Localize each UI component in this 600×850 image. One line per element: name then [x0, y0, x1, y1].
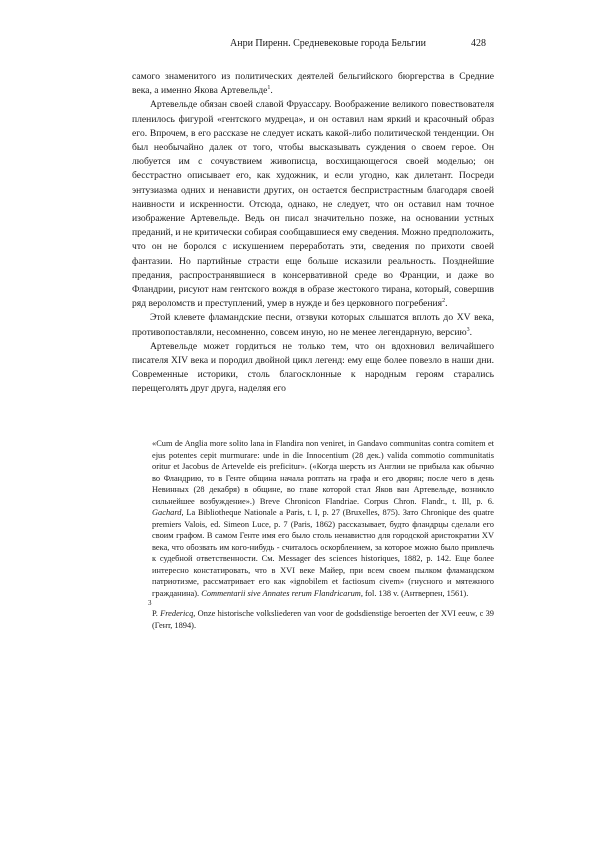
paragraph-2-text: Артевельде обязан своей славой Фруассару. Воображение великого повествователя пленилось фигурой «гентского мудреца», и он оставил нам яркий и красочный образ его. Впрочем, в его рассказе не следует искать какой-либо политической тенденции. Он был необычайно далек от того, чтобы высказывать суждения о своем герое. Он любуется им с сочувствием живописца, восхищающегося своей моделью; он бесстрастно описывает его, как художник, и если угодно, как дилетант. Посреди энтузиазма одних и ненависти других, он остается беспристрастным благодаря своей наивности и искренности. Отсюда, однако, не следует, что он оставил нам точное изображение Артевельде. Ведь он писал значительно позже, на основании устных преданий, и не критически собирая сообщавшиеся ему сведения. Можно предположить, что он не боролся с искушением переработать эти, сведения по прихоти своей фантазии. Но партийные страсти еще больше исказили реальность. Позднейшие предания, распространявшиеся в консервативной среде во Франции, и даже во Фландрии, рисуют нам гентского вождя в образе жестокого тирана, который, совершив ряд вероломств и преступлений, умер в нужде и без церковного погребения — [132, 99, 494, 310]
footnote-2-work-title: Commentarii sive Annates rerum Flandricarum — [201, 588, 361, 598]
paragraph-3-text: Этой клевете фламандские песни, отзвуки которых слышатся вплоть до XV века, противопоставляли, несомненно, совсем иную, но не менее легендарную, версию — [132, 312, 494, 338]
footnote-3-text: P. — [152, 609, 161, 618]
page-header — [132, 38, 494, 52]
paragraph-4: Артевельде может гордиться не только тем, что он вдохновил величайшего писателя XIV века и породил двойной цикл легенд: ему еще более повезло в наши дни. Современные историки, столь благосклонные к народным героям старались перещеголять друг друга, наделяя его — [132, 340, 494, 395]
paragraph-2 — [132, 98, 494, 311]
footnote-2 — [152, 438, 494, 599]
footnote-3-marker: 3 — [148, 599, 152, 607]
footnote-ref-2: 2 — [442, 298, 446, 305]
footnote-2-text: «Cum de Anglia more solito lana in Flandira non veniret, in Gandavo communitas contra comitem et ejus potentes cepit murmurare: unde in die Innocentium (28 дек.) valida commotio communitatis oritur et Jacobus de Artevelde eis preficitur». («Когда шерсть из Англии не прибыла как обычно во Фландрию, то в Генте община начала роптать на графа и его дворян; после чего в день Невинных (28 декабря) в общине, во главе которой стал Яков ван Артевельде, возникло сильнейшее возбуждение».) Breve Chronicon Flandriae. Corpus Chron. Flandr., t. Ill, p. 6. — [152, 439, 494, 506]
paragraph-1-end: . — [270, 85, 273, 97]
running-title: Анри Пиренн. Средневековые города Бельгии — [230, 38, 426, 49]
footnote-3 — [152, 608, 494, 631]
page-number: 428 — [471, 38, 486, 49]
footnote-ref-1: 1 — [267, 85, 271, 92]
paragraph-1 — [132, 70, 494, 98]
paragraph-2-end: . — [445, 298, 448, 310]
paragraph-3-end: . — [469, 326, 473, 338]
footnote-2-author: Gachard — [152, 508, 182, 517]
paragraph-1-text: самого знаменитого из политических деятелей бельгийского бюргерства в Средние века, а именно Якова Артевельде — [132, 71, 494, 97]
main-text — [132, 70, 494, 397]
paragraph-3 — [132, 311, 494, 339]
footnote-2-text-cont: , La Bibliotheque Nationale a Paris, t. I, p. 27 (Bruxelles, 875). Зато Chronique des quatre premiers Valois, ed. Simeon Luce, p. 7 (Paris, 1862) рассказывает, будто фландрцы сделали его своим графом. В самом Генте имя его было столь ненавистно для городской аристократии XV века, что обозвать им кого-нибудь - считалось оскорблением, за которое можно было привлечь к судебной ответственности. См. Messager des sciences historiques, 1882, p. 142. Еще более интересно констатировать, что в XVI веке Майер, при всем своем пылком фламандском патриотизме, рассматривает его как «ignobilem et factiosum civem» (гнусного и мятежного гражданина). — [152, 508, 494, 598]
footnote-3-author: Fredericq — [160, 609, 194, 618]
footnote-2-text-end: , fol. 138 v. (Антверпен, 1561). — [360, 588, 469, 598]
footnote-ref-3: 3 — [466, 326, 470, 333]
footnote-3-text-cont: , Onze historische volksliederen van voor de godsdienstige beroerten der XVI eeuw, с 39 (Гент, 1894). — [152, 609, 494, 630]
footnotes — [148, 438, 494, 631]
